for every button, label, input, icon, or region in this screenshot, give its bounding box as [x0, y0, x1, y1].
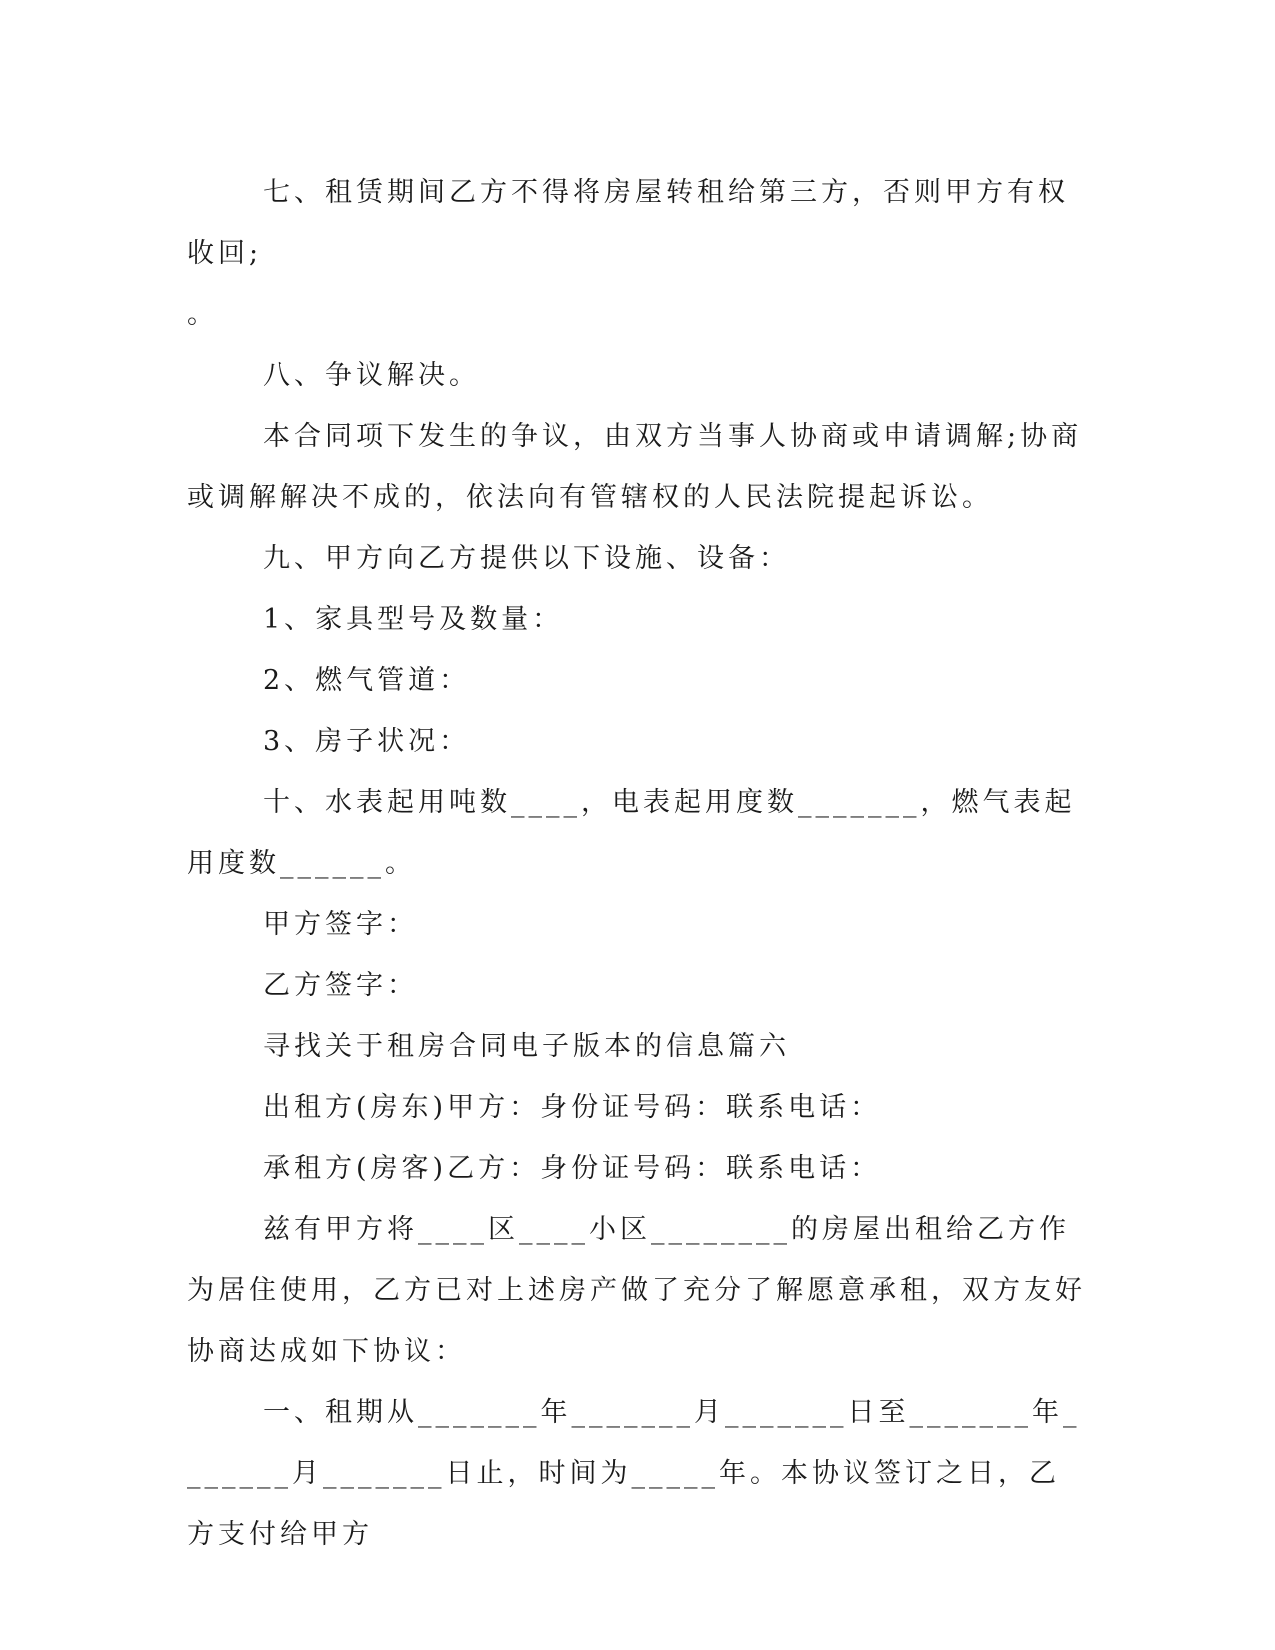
party-b-signature: 乙方签字：: [263, 970, 418, 1001]
property-description: 兹有甲方将____区____小区________的房屋出租给乙方作为居住使用，乙方已对上述房产做了充分了解愿意承租，双方友好协商达成如下协议：: [187, 1214, 1086, 1367]
facility-house-condition: 3、房子状况：: [263, 726, 471, 757]
clause-seven-continuation: 。: [187, 299, 218, 330]
facility-gas-pipe: 2、燃气管道：: [263, 665, 471, 696]
clause-ten-meters: 十、水表起用吨数____，电表起用度数_______，燃气表起用度数______。: [187, 787, 1076, 879]
clause-eight-body: 本合同项下发生的争议，由双方当事人协商或申请调解;协商或调解解决不成的，依法向有管辖权的人民法院提起诉讼。: [187, 421, 1083, 513]
clause-eight-heading: 八、争议解决。: [263, 360, 480, 391]
lessee-info: 承租方(房客)乙方：身份证号码：联系电话：: [263, 1153, 882, 1184]
clause-one-term: 一、租期从_______年_______月_______日至_______年_______月_______日止，时间为_____年。本协议签订之日，乙方支付给甲方: [187, 1397, 1081, 1550]
clause-nine-heading: 九、甲方向乙方提供以下设施、设备：: [263, 543, 790, 574]
facility-furniture: 1、家具型号及数量：: [263, 604, 564, 635]
document-body: [187, 162, 1087, 1565]
lessor-info: 出租方(房东)甲方：身份证号码：联系电话：: [263, 1092, 882, 1123]
party-a-signature: 甲方签字：: [263, 909, 418, 940]
section-title: 寻找关于租房合同电子版本的信息篇六: [263, 1031, 790, 1062]
clause-seven: 七、租赁期间乙方不得将房屋转租给第三方，否则甲方有权收回;: [187, 177, 1069, 269]
